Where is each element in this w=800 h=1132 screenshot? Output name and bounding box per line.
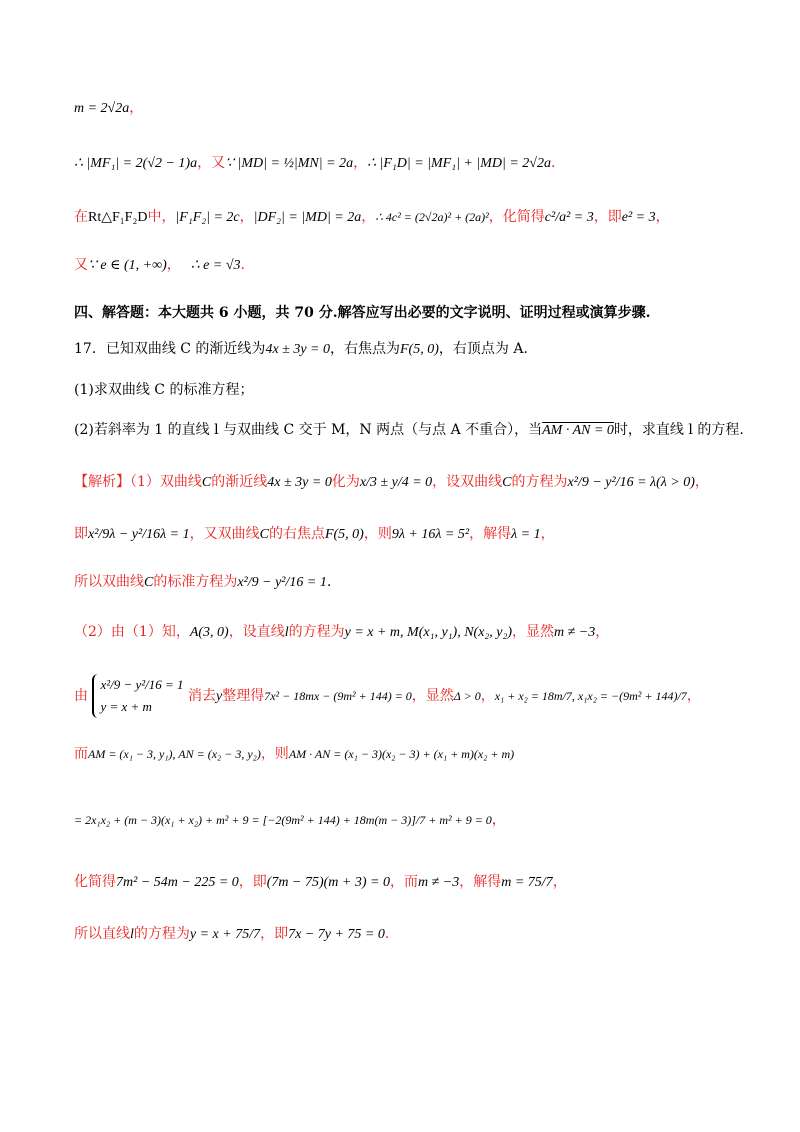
- solution-line-7: = 2x₁x₂ + (m − 3)(x₁ + x₂) + m² + 9 = [−2(9m² + 144) + 18m(m − 3)]/7 + m² + 9 = 0，: [74, 812, 506, 828]
- solution-line-1: 【解析】（1）双曲线C的渐近线4x ± 3y = 0化为x/3 ± y/4 = 0，设双曲线C的方程为x²/9 − y²/16 = λ(λ > 0)，: [74, 474, 709, 490]
- equation-system: x²/9 − y²/16 = 1 y = x + m: [92, 674, 183, 718]
- solution-line-2: 即x²/9λ − y²/16λ = 1，又双曲线C的右焦点F(5, 0)，则9λ + 16λ = 5²，解得λ = 1，: [74, 526, 555, 542]
- solution-line-3: 所以双曲线C的标准方程为x²/9 − y²/16 = 1.: [74, 574, 332, 590]
- math-expr: m = 2√2a: [74, 101, 130, 116]
- problem-part-2: (2)若斜率为 1 的直线 l 与双曲线 C 交于 M，N 两点（与点 A 不重合），当AM · AN = 0时，求直线 l 的方程.: [74, 422, 744, 438]
- section-heading: 四、解答题：本大题共 6 小题，共 70 分.解答应写出必要的文字说明、证明过程或演算步骤.: [74, 305, 651, 321]
- line-1: m = 2√2a，: [74, 100, 144, 116]
- solution-line-9: 所以直线l的方程为y = x + 75/7，即7x − 7y + 75 = 0.: [74, 926, 390, 942]
- line-2: ∴ |MF₁| = 2(√2 − 1)a，又∵ |MD| = ½|MN| = 2a，∴ |F₁D| = |MF₁| + |MD| = 2√2a.: [74, 155, 556, 171]
- line-3: 在Rt△F₁F₂D中，|F₁F₂| = 2c，|DF₂| = |MD| = 2a，∴ 4c² = (2√2a)² + (2a)²，化简得c²/a² = 3，即e² = 3，: [74, 209, 670, 225]
- problem-17: 17．已知双曲线 C 的渐近线为4x ± 3y = 0，右焦点为F(5, 0)，右顶点为 A.: [74, 341, 528, 357]
- line-4: 又∵ e ∈ (1, +∞)， ∴ e = √3.: [74, 257, 245, 273]
- problem-part-1: (1)求双曲线 C 的标准方程；: [74, 382, 254, 398]
- solution-line-5: 由 x²/9 − y²/16 = 1 y = x + m 消去y整理得7x² − 18mx − (9m² + 144) = 0，显然Δ > 0，x₁ + x₂ = 18m/7, x₁x₂ = −(9m² + 144)/7，: [74, 674, 701, 718]
- solution-line-8: 化简得7m² − 54m − 225 = 0，即(7m − 75)(m + 3) = 0，而m ≠ −3，解得m = 75/7，: [74, 874, 567, 890]
- solution-line-6: 而AM = (x₁ − 3, y₁), AN = (x₂ − 3, y₂)，则AM · AN = (x₁ − 3)(x₂ − 3) + (x₁ + m)(x₂ + m): [74, 746, 515, 762]
- solution-line-4: （2）由（1）知，A(3, 0)，设直线l的方程为y = x + m, M(x₁, y₁), N(x₂, y₂)，显然m ≠ −3，: [74, 624, 610, 640]
